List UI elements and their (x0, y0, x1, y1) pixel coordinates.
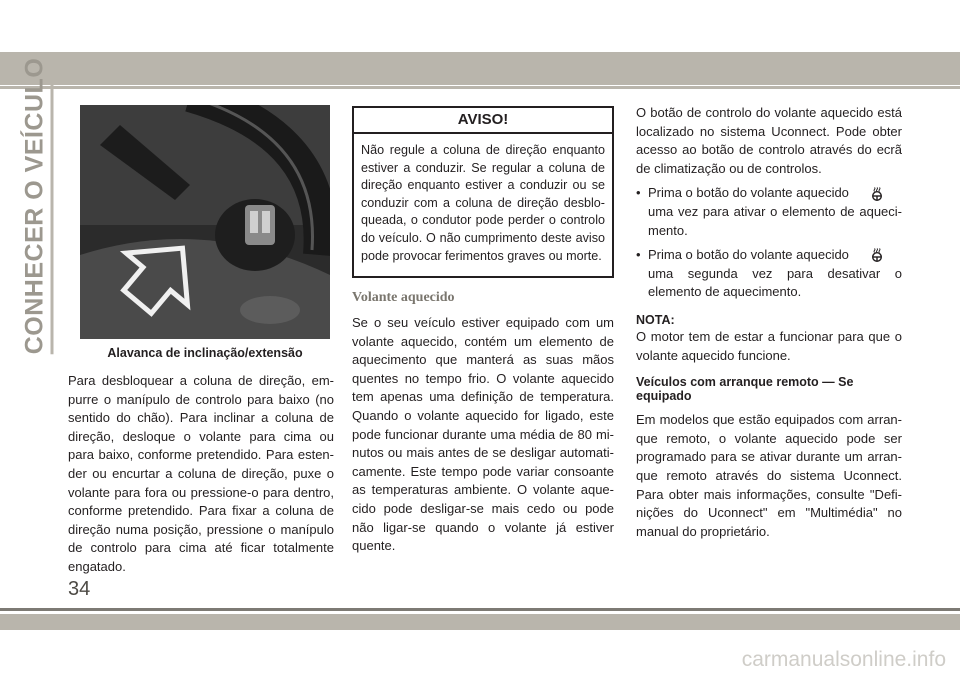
column-adjust-paragraph: Para desbloquear a coluna de direção, em-purre o manípulo de controlo para baixo (no sentido do chão). Para inclinar a coluna de direção, desloque o volante para cima ou para baixo, conforme pretendido. Para esten-der ou encurtar a coluna de direção, puxe o volante para fora ou pressione-o para dentro, conforme pretendido. Para fixar a coluna de direção numa posição, pressione o manípulo de controlo para cima até ficar totalmente engatado. (68, 373, 334, 574)
bullet-rest: uma segunda vez para desativar o elemento de aquecimento. (648, 265, 902, 300)
warning-box (352, 106, 614, 278)
top-margin (0, 0, 960, 52)
uconnect-intro-paragraph: O botão de controlo do volante aquecido está localizado no sistema Uconnect. Pode obter acesso ao botão de controlo através do ecrã de climatização ou de controlos. (636, 105, 902, 176)
bullet-lead: Prima o botão do volante aquecido (648, 247, 849, 263)
header-bar (0, 52, 960, 85)
bullet-rest: uma vez para ativar o elemento de aqueci-mento. (648, 203, 902, 238)
header-rule (0, 86, 960, 89)
footer-bar (0, 614, 960, 630)
heated-wheel-heading: Volante aquecido (352, 290, 455, 305)
bullet-item-deactivate (636, 246, 902, 302)
note-text: O motor tem de estar a funcionar para que o volante aquecido funcione. (636, 328, 902, 363)
remote-start-paragraph: Em modelos que estão equipados com arran-que remoto, o volante aquecido pode ser programado para se ativar durante um arran-que remoto através do sistema Uconnect. Para obter mais informações, consulte "Defi-nições do Uconnect" em "Multimédia" no manual do proprietário. (636, 412, 902, 539)
bullet-mark: • (636, 185, 641, 201)
heated-steering-wheel-icon (870, 248, 884, 262)
warning-text: Não regule a coluna de direção enquanto estiver a conduzir. Se regular a coluna de direção enquanto estiver a conduzir ou se conduzir com a coluna de direção desblo-queada, o condutor pode perder o controlo do veículo. O não cumprimento deste aviso pode provocar ferimentos graves ou morte. (361, 143, 605, 263)
steering-column-photo (80, 105, 330, 339)
note-label: NOTA: (636, 312, 675, 327)
heated-steering-wheel-icon (870, 187, 884, 201)
bullet-item-activate (636, 184, 902, 240)
bullet-lead: Prima o botão do volante aquecido (648, 185, 849, 201)
heated-wheel-paragraph: Se o seu veículo estiver equipado com um volante aquecido, contém um elemento de aquecimento que manterá as suas mãos quentes no tempo frio. O volante aquecido tem apenas uma definição de temperatura. Quando o volante aquecido for ligado, este pode funcionar durante uma média de 80 mi-nutos ou mais antes de se desligar automati-camente. Este tempo pode variar consoante as temperaturas ambiente. O volante aque-cido pode desligar-se mais cedo ou pode não ligar-se quando o volante já estiver quente. (352, 315, 614, 554)
footer-rule (0, 608, 960, 611)
bullet-mark: • (636, 247, 641, 263)
section-side-title (20, 57, 54, 355)
figure-caption: Alavanca de inclinação/extensão (107, 346, 303, 360)
watermark-text: carmanualsonline.info (741, 648, 946, 671)
page-number: 34 (68, 578, 91, 600)
right-column (636, 104, 902, 541)
warning-title: AVISO! (354, 108, 612, 134)
side-title-text: CONHECER O VEÍCULO (21, 58, 54, 355)
steering-lever-illustration (80, 105, 330, 339)
remote-start-heading: Veículos com arranque remoto — Se equipado (636, 375, 854, 404)
